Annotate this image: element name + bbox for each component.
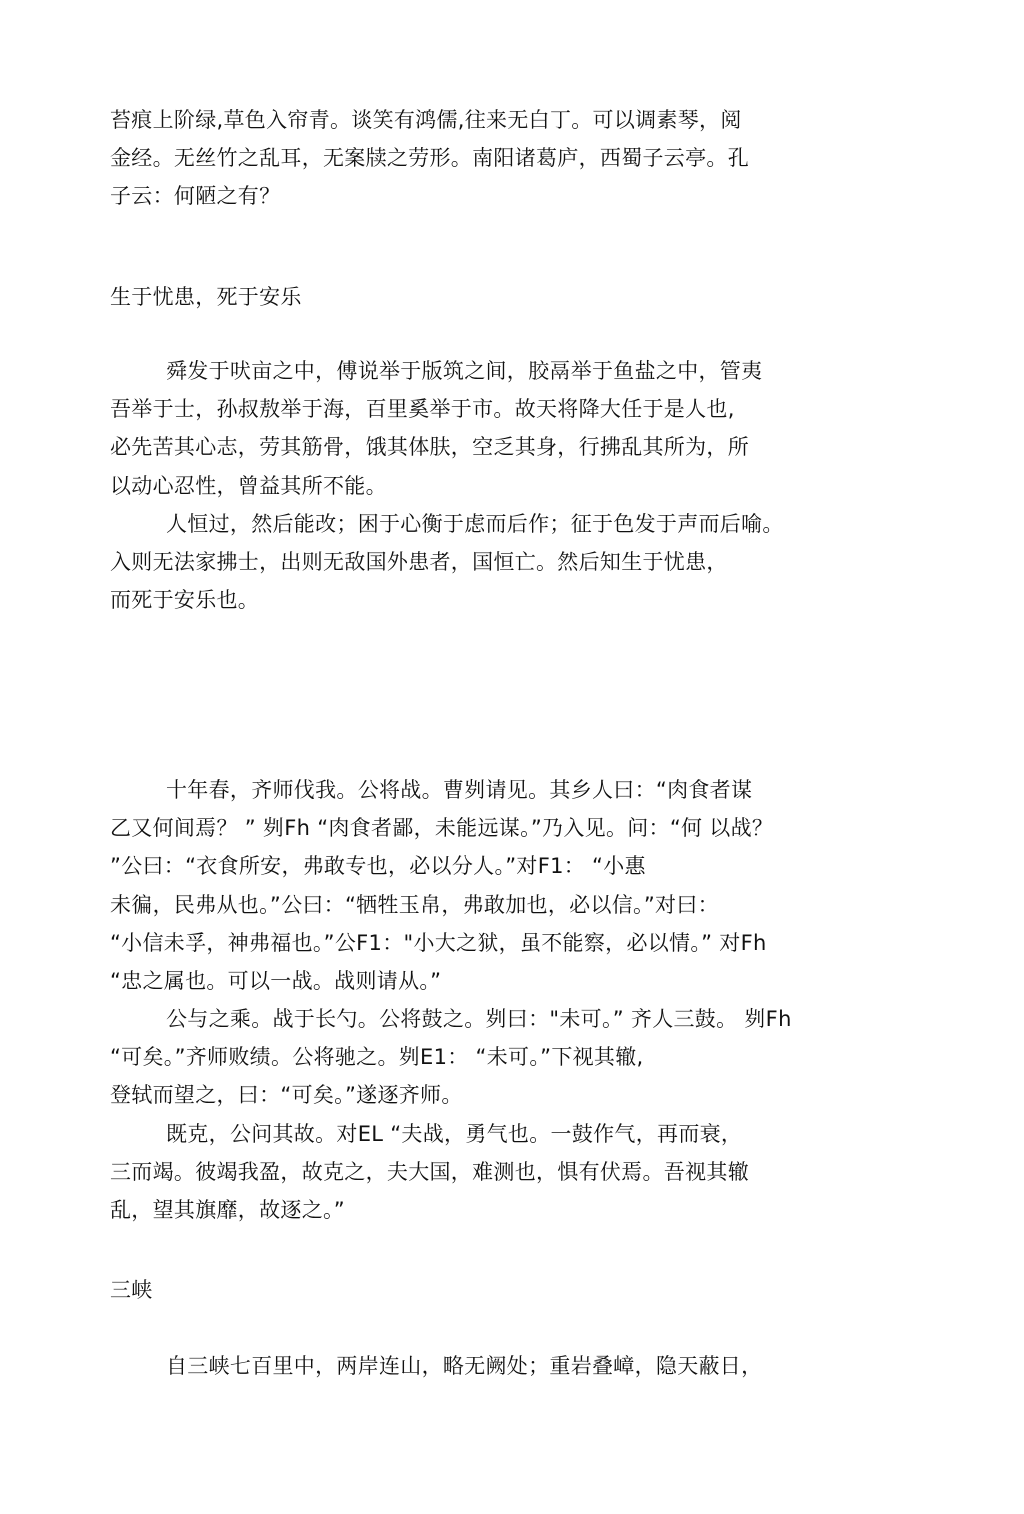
text-line: “小信未孚，神弗福也。”公F1："小大之狱，虽不能察，必以情。” 对Fh [110, 931, 767, 955]
text-line: 人恒过，然后能改；困于心衡于虑而后作；征于色发于声而后喻。 [166, 512, 784, 536]
text-line: 金经。无丝竹之乱耳，无案牍之劳形。南阳诸葛庐，西蜀子云亭。孔 [110, 146, 749, 170]
text-line: 乙又何间焉？ ” 刿Fh “肉食者鄙，未能远谋。”乃入见。问：“何 以战？ [110, 816, 774, 840]
text-line: 而死于安乐也。 [110, 588, 260, 612]
text-line: 既克，公问其故。对EL “夫战，勇气也。一鼓作气，再而衰， [166, 1122, 743, 1146]
text-line: 自三峡七百里中，两岸连山，略无阙处；重岩叠嶂，隐天蔽日， [166, 1354, 763, 1378]
text-line: 子云：何陋之有？ [110, 184, 281, 208]
text-line: 舜发于吠亩之中，傅说举于版筑之间，胶鬲举于鱼盐之中，管夷 [166, 359, 763, 383]
section-title: 生于忧患，死于安乐 [110, 285, 302, 309]
text-line: 入则无法家拂士，出则无敌国外患者，国恒亡。然后知生于忧患， [110, 550, 728, 574]
text-line: 登轼而望之，曰：“可矣。”遂逐齐师。 [110, 1083, 463, 1107]
text-line: 吾举于士，孙叔敖举于海，百里奚举于市。故天将降大任于是人也, [110, 397, 735, 421]
text-line: 三而竭。彼竭我盈，故克之，夫大国，难测也，惧有伏焉。吾视其辙 [110, 1160, 749, 1184]
text-line: ”公曰：“衣食所安，弗敢专也，必以分人。”对F1： “小惠 [110, 854, 646, 878]
text-line: 十年春，齐师伐我。公将战。曹刿请见。其乡人曰：“肉食者谋 [166, 778, 753, 802]
text-line: 必先苦其心志，劳其筋骨，饿其体肤，空乏其身，行拂乱其所为，所 [110, 435, 749, 459]
text-line: 苔痕上阶绿,草色入帘青。谈笑有鸿儒,往来无白丁。可以调素琴，阅 [110, 108, 742, 132]
text-line: 公与之乘。战于长勺。公将鼓之。刿曰："未可。” 齐人三鼓。 刿Fh [166, 1007, 792, 1031]
text-line: “忠之属也。可以一战。战则请从。” [110, 969, 442, 993]
text-line: 乱，望其旗靡，故逐之。” [110, 1198, 345, 1222]
text-line: 以动心忍性，曾益其所不能。 [110, 474, 387, 498]
text-line: 未徧，民弗从也。”公曰：“牺牲玉帛，弗敢加也，必以信。”对曰： [110, 893, 719, 917]
section-title: 三峡 [110, 1278, 153, 1302]
text-line: “可矣。”齐师败绩。公将驰之。刿E1： “未可。”下视其辙, [110, 1045, 644, 1069]
